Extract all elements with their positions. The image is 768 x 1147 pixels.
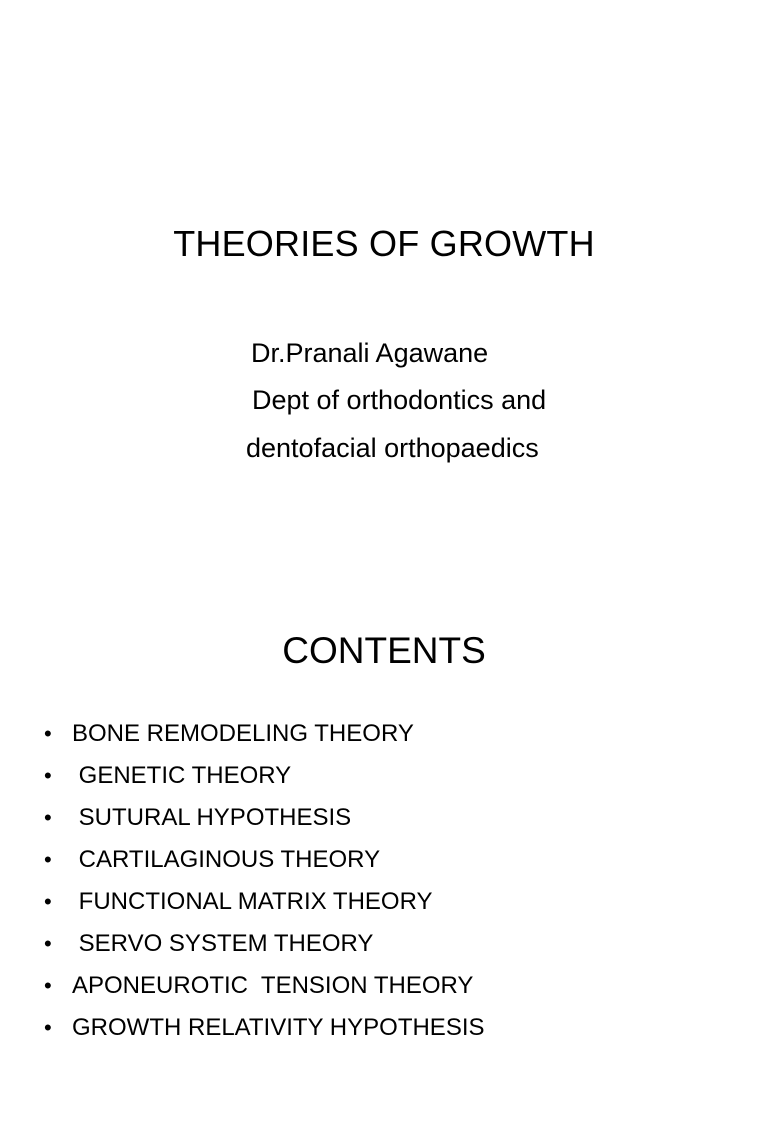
list-item-text: SERVO SYSTEM THEORY <box>72 930 374 957</box>
list-item <box>0 801 768 843</box>
contents-slide <box>0 576 768 1041</box>
list-item-text: SUTURAL HYPOTHESIS <box>72 804 352 831</box>
list-item <box>0 843 768 885</box>
bullet-icon: • <box>44 973 52 998</box>
list-item <box>0 885 768 927</box>
department-line-1: Dept of orthodontics and <box>252 385 547 415</box>
list-item-text: BONE REMODELING THEORY <box>72 720 414 747</box>
list-item <box>0 717 768 759</box>
bullet-icon: • <box>44 1015 52 1040</box>
department-line-2: dentofacial orthopaedics <box>246 433 539 463</box>
contents-list <box>0 717 768 1053</box>
list-item-text: FUNCTIONAL MATRIX THEORY <box>72 888 433 915</box>
list-item-text: GENETIC THEORY <box>72 762 292 789</box>
list-item <box>0 969 768 1011</box>
list-item-text: CARTILAGINOUS THEORY <box>72 846 381 873</box>
bullet-icon: • <box>44 931 52 956</box>
bullet-icon: • <box>44 721 52 746</box>
author-name: Dr.Pranali Agawane <box>251 338 489 368</box>
list-item-text: APONEUROTIC TENSION THEORY <box>72 972 474 999</box>
list-item-text: GROWTH RELATIVITY HYPOTHESIS <box>72 1014 485 1041</box>
contents-title: CONTENTS <box>282 630 486 671</box>
bullet-icon: • <box>44 889 52 914</box>
list-item <box>0 1011 768 1053</box>
list-item <box>0 927 768 969</box>
bullet-icon: • <box>44 805 52 830</box>
list-item <box>0 759 768 801</box>
bullet-icon: • <box>44 847 52 872</box>
bullet-icon: • <box>44 763 52 788</box>
slide-title: THEORIES OF GROWTH <box>173 223 595 264</box>
